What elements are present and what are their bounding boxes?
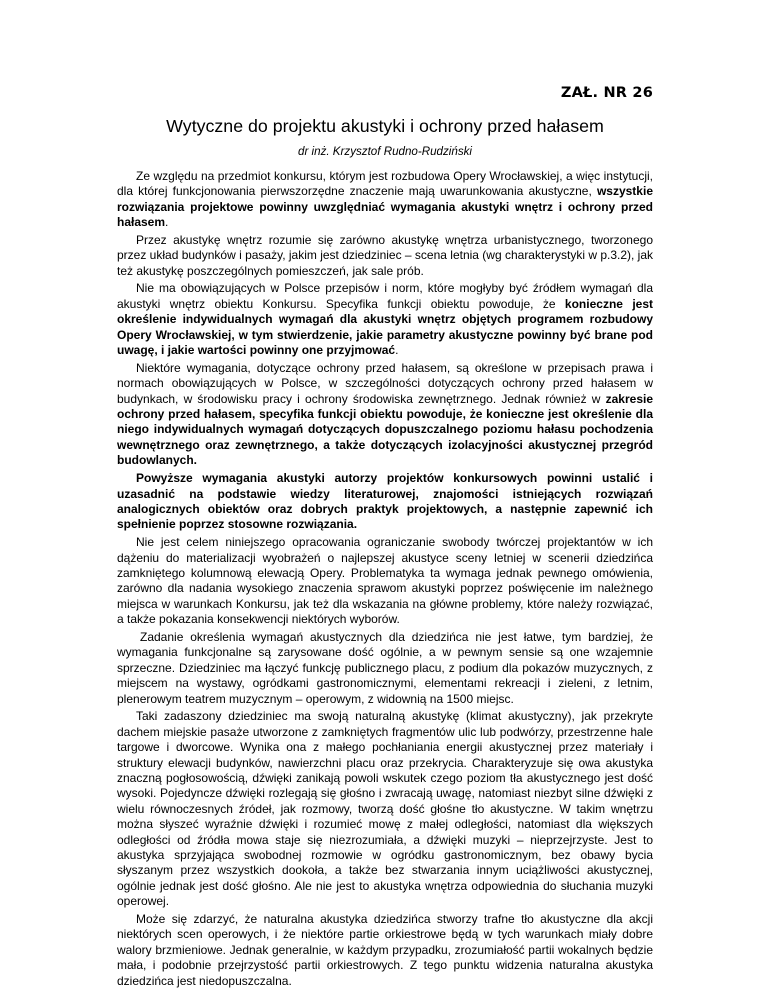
text-run: . [395, 343, 399, 358]
text-run: Nie jest celem niniejszego opracowania ograniczanie swobody twórczej projektantów w ich dążeniu do materializacji wyobrażeń o najlepszej akustyce sceny letniej w scenerii dziedzińca zamkniętego kolumnową elewacją Opery. Problematyka ta wymaga jednak pewnego omówienia, zarówno dla nadania wysokiego znaczenia sprawom akustyki poprzez poświęcenie im należnego miejsca w warunkach Konkursu, jak też dla wskazania na główne problemy, które należy rozwiązać, a także pokazania konsekwencji niektórych wyborów. [117, 535, 653, 627]
body-paragraph [117, 535, 653, 627]
text-run: Ze względu na przedmiot konkursu, którym jest rozbudowa Opery Wrocławskiej, a więc instytucji, dla której funkcjonowania pierwszorzędne znaczenie mają uwarunkowania akustyczne, [117, 168, 653, 199]
text-run: Niektóre wymagania, dotyczące ochrony przed hałasem, są określone w przepisach prawa i normach obowiązujących w Polsce, w szczególności dotyczących ochrony przed hałasem w budynkach, w środowisku pracy i ochrony środowiska zewnętrznego. Jednak również w [117, 360, 653, 406]
text-run: Zadanie określenia wymagań akustycznych dla dziedzińca nie jest łatwe, tym bardziej, że wymagania funkcjonalne są zarysowane dość ogólnie, a w pewnym sensie są one wzajemnie sprzeczne. Dziedziniec ma łączyć funkcję publicznego placu, z podium dla pokazów muzycznych, z miejscem na wystawy, ogródkami gastronomicznymi, elementami rekreacji i zieleni, z letnim, plenerowym teatrem muzycznym – operowym, z widownią na 1500 miejsc. [117, 629, 653, 706]
text-run: . [165, 215, 169, 230]
document-title: Wytyczne do projektu akustyki i ochrony przed hałasem [166, 116, 604, 137]
annex-label: ZAŁ. NR 26 [560, 85, 653, 101]
bold-text-run: wszystkie rozwiązania projektowe powinny uwzględniać wymagania akustyki wnętrz i ochrony przed hałasem [117, 184, 653, 230]
body-paragraph [117, 630, 653, 707]
text-run: Taki zadaszony dziedziniec ma swoją naturalną akustykę (klimat akustyczny), jak przekryte dachem miejskie pasaże utworzone z zamkniętych fragmentów ulic lub podwórzy, przestrzenne hale targowe i dworcowe. Wynika ona z małego pochłaniania energii akustycznej przez materiały i struktury elewacji budynków, nawierzchni placu oraz przekrycia. Charakteryzuje się owa akustyka znaczną pogłosowością, dźwięki zanikają powoli wskutek czego poziom tła akustycznego jest dość wysoki. Pojedyncze dźwięki rozlegają się głośno i zwracają uwagę, natomiast niezbyt silne dźwięki z wielu równoczesnych źródeł, jak rozmowy, tworzą dość głośne tło akustyczne. W takim wnętrzu można słyszeć wyraźnie dźwięki i rozumieć mowę z małej odległości, natomiast dla większych odległości od źródła mowa staje się niezrozumiała, a dźwięki muzyki – nieprzejrzyste. Jest to akustyka sprzyjająca swobodnej rozmowie w ogródku gastronomicznym, bez obawy bycia słyszanym przez wszystkich dookoła, a także bez stwarzania innym uciążliwości akustycznej, ogólnie jednak jest dość głośno. Ale nie jest to akustyka wnętrza odpowiednia do słuchania muzyki operowej. [117, 709, 653, 909]
bold-text-run: konieczne jest określenie indywidualnych wymagań dla akustyki wnętrz objętych programem rozbudowy Opery Wrocławskiej, w tym stwierdzenie, jakie parametry akustyczne powinny być brane pod uwagę, i jakie wartości powinny one przyjmować [117, 296, 653, 358]
body-paragraph [117, 281, 653, 358]
bold-text-run: zakresie ochrony przed hałasem, specyfika funkcji obiektu powoduje, że konieczne jest określenie dla niego indywidualnych wymagań dotyczących dopuszczalnego poziomu hałasu pochodzenia wewnętrznego oraz zewnętrznego, a także dotyczących izolacyjności akustycznej przegród budowlanych. [117, 391, 653, 468]
body-paragraph [117, 169, 653, 231]
body-paragraph [117, 471, 653, 533]
body-paragraph [117, 912, 653, 989]
body-paragraph [117, 233, 653, 279]
bold-text-run: Powyższe wymagania akustyki autorzy projektów konkursowych powinni ustalić i uzasadnić na podstawie wiedzy literaturowej, znajomości istniejących rozwiązań analogicznych obiektów oraz dobrych praktyk projektowych, a następnie zapewnić ich spełnienie poprzez stosowne rozwiązania. [117, 471, 653, 532]
author-line: dr inż. Krzysztof Rudno-Rudziński [298, 145, 472, 159]
body-paragraph [117, 361, 653, 469]
body-paragraph [117, 709, 653, 909]
text-run: Może się zdarzyć, że naturalna akustyka dziedzińca stworzy trafne tło akustyczne dla akcji niektórych scen operowych, i że niektóre partie orkiestrowe będą w tych warunkach miały dobre walory brzmieniowe. Jednak generalnie, w każdym przypadku, zrozumiałość partii wokalnych będzie mała, i podobnie przejrzystość partii orkiestrowych. Z tego punktu widzenia naturalna akustyka dziedzińca jest niedopuszczalna. [117, 912, 653, 988]
text-run: Przez akustykę wnętrz rozumie się zarówno akustykę wnętrza urbanistycznego, tworzonego przez układ budynków i pasaży, jakim jest dziedziniec – scena letnia (wg charakterystyki w p.3.2), jak też akustykę poszczególnych pomieszczeń, jak sale prób. [117, 232, 654, 278]
text-run: Nie ma obowiązujących w Polsce przepisów i norm, które mogłyby być źródłem wymagań dla akustyki wnętrz obiektu Konkursu. Specyfika funkcji obiektu powoduje, że [117, 281, 653, 311]
document-body [117, 169, 653, 989]
